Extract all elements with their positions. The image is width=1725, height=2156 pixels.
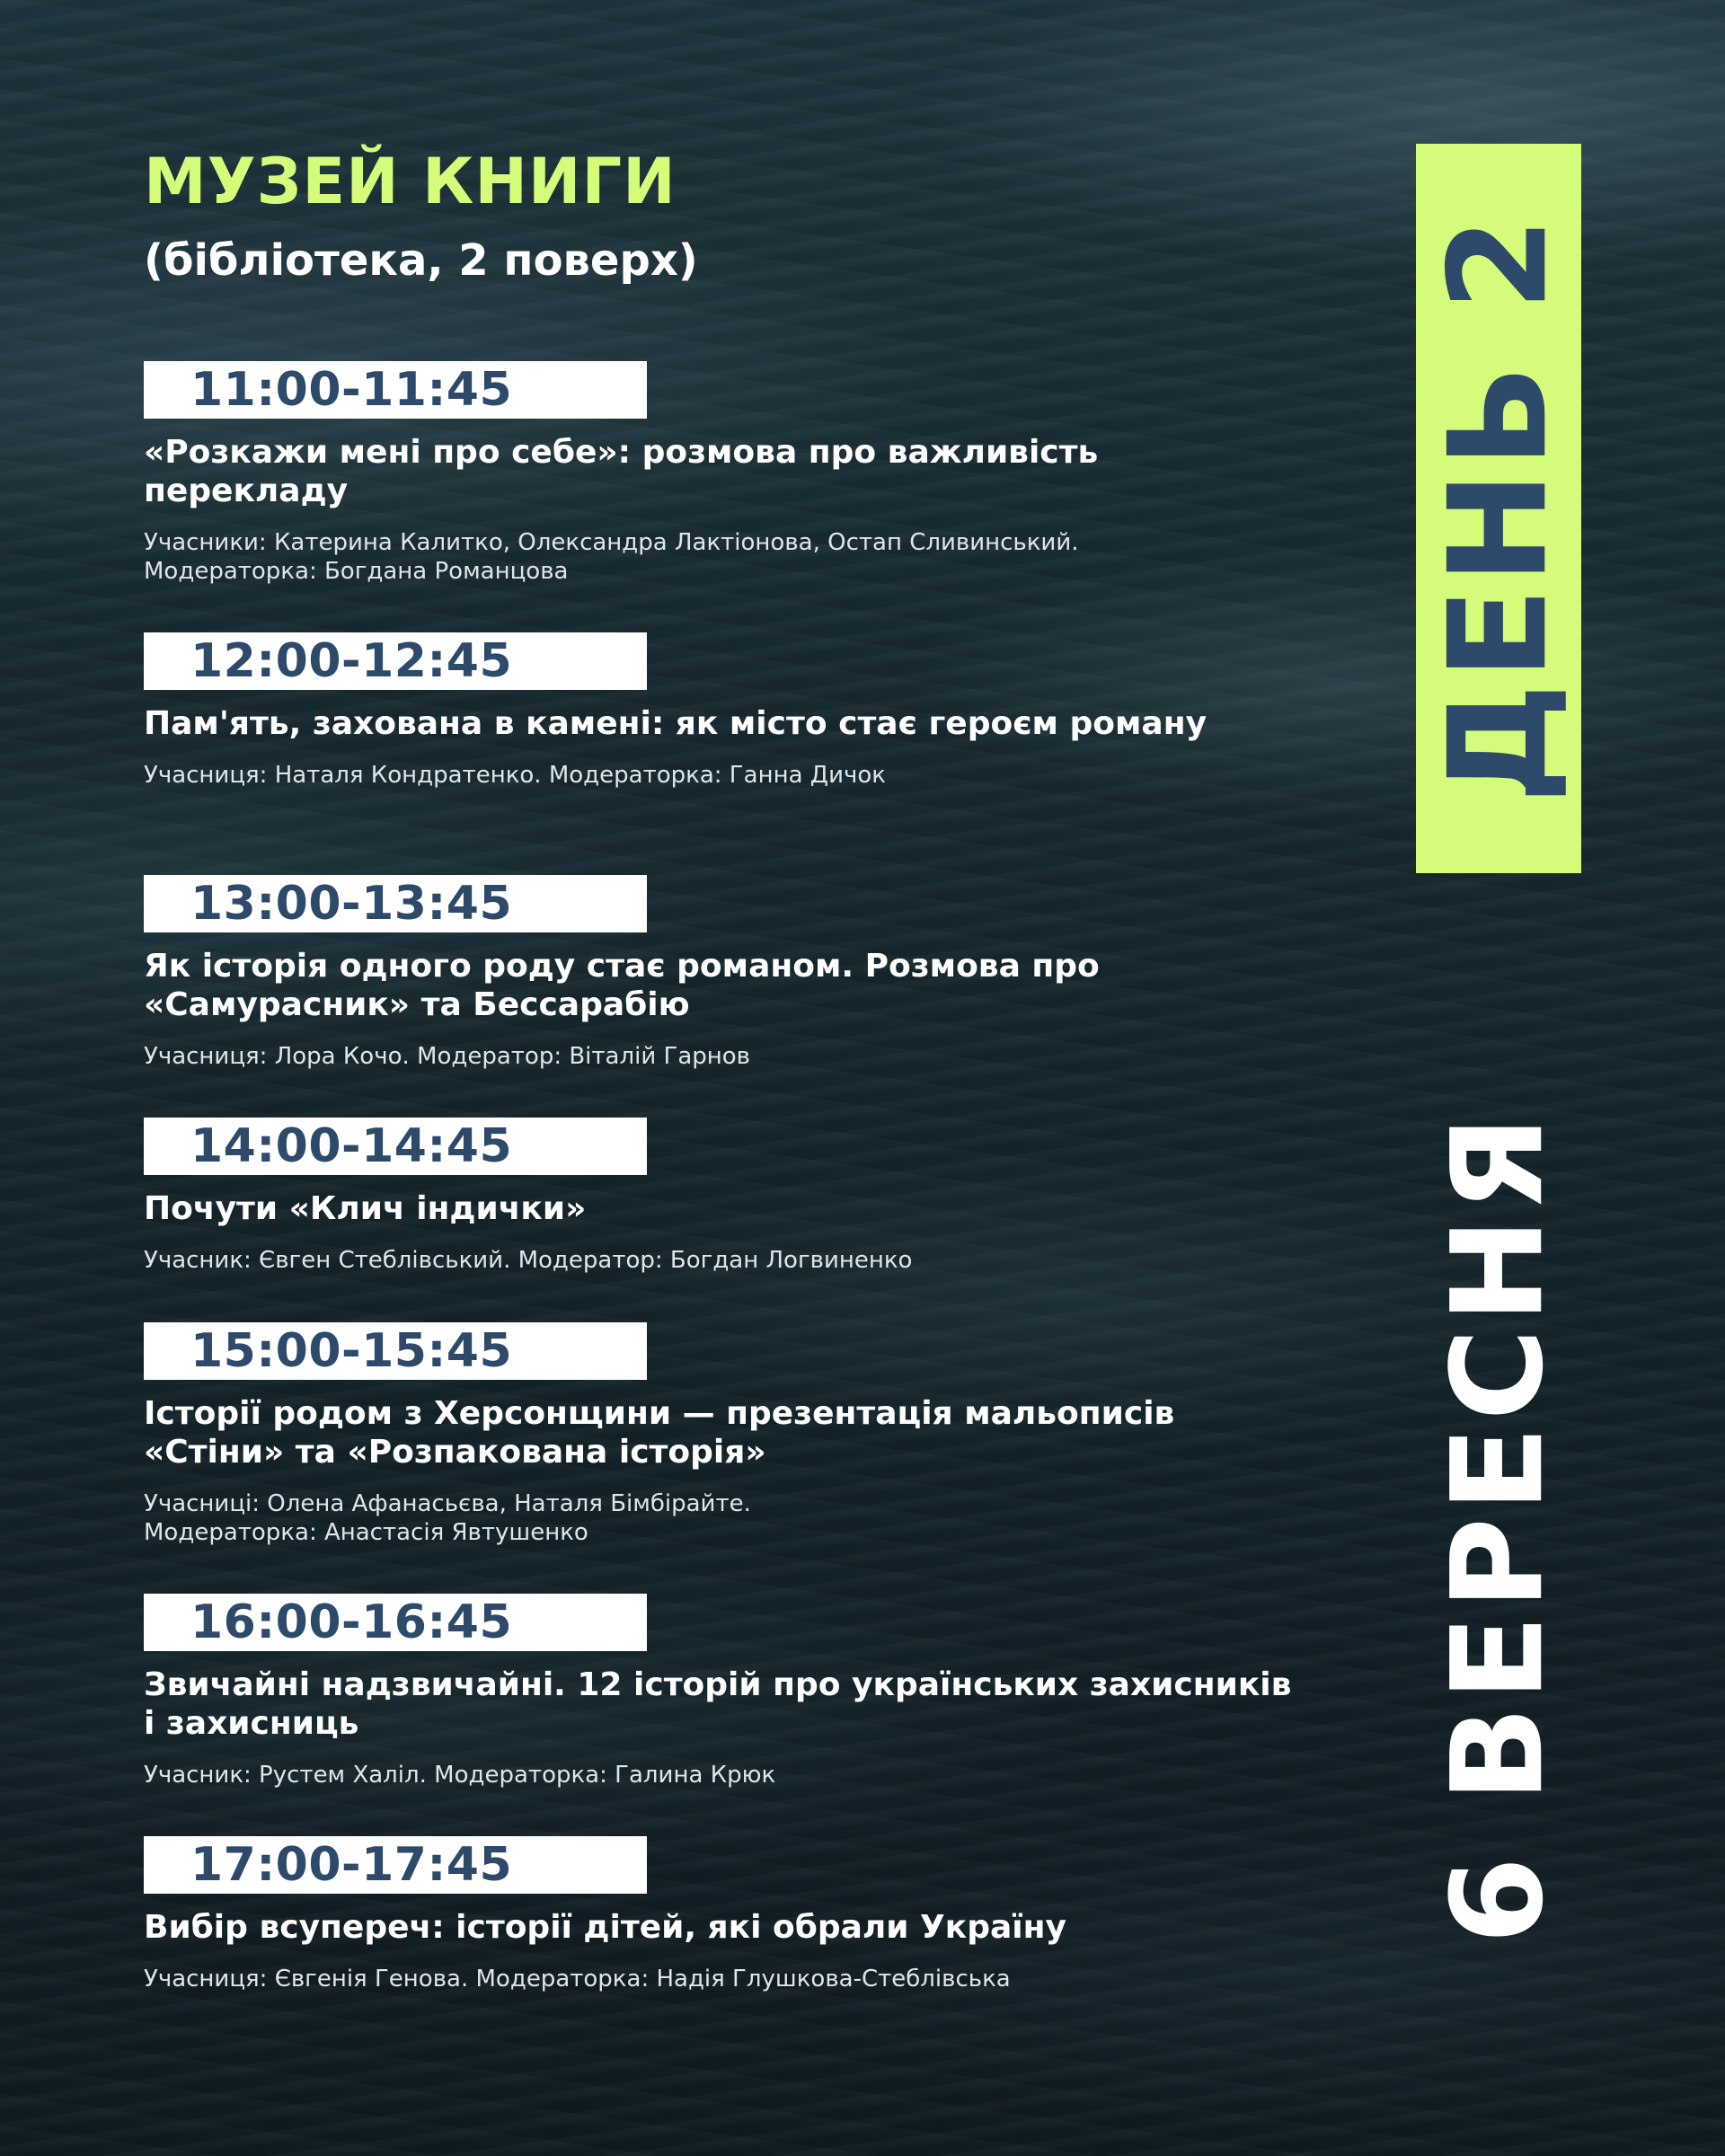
time-slot-box xyxy=(144,1594,647,1651)
participants-line: Учасниці: Олена Афанасьєва, Наталя Бімбірайте. xyxy=(144,1490,751,1517)
time-slot-box xyxy=(144,632,647,690)
event-participants xyxy=(144,1761,1303,1789)
time-slot-box xyxy=(144,361,647,419)
venue-header xyxy=(144,146,1312,286)
participants-line: Учасники: Катерина Калитко, Олександра Лактіонова, Остап Сливинський. xyxy=(144,529,1079,556)
event-title: Пам'ять, захована в камені: як місто стає героєм роману xyxy=(144,705,1208,742)
event-item xyxy=(144,361,1312,586)
event-item xyxy=(144,1594,1312,1789)
event-item xyxy=(144,632,1312,790)
time-slot-box xyxy=(144,1322,647,1380)
event-participants xyxy=(144,761,1303,790)
time-slot-box xyxy=(144,1118,647,1175)
participants-line: Модераторка: Анастасія Явтушенко xyxy=(144,1519,588,1546)
time-slot: 15:00-15:45 xyxy=(190,1324,513,1378)
event-item xyxy=(144,875,1312,1071)
event-title: «Розкажи мені про себе»: розмова про важливість перекладу xyxy=(144,434,1099,509)
time-slot: 11:00-11:45 xyxy=(190,363,513,417)
time-slot: 16:00-16:45 xyxy=(190,1595,513,1649)
event-item xyxy=(144,1118,1312,1275)
date-label: 6 ВЕРЕСНЯ xyxy=(1425,1109,1572,1945)
day-badge xyxy=(1416,144,1581,873)
participants-line: Модераторка: Богдана Романцова xyxy=(144,558,569,585)
event-title: Історії родом з Херсонщини — презентація мальописів «Стіни» та «Розпакована історія» xyxy=(144,1395,1175,1471)
event-title: Вибір всупереч: історії дітей, які обрали Україну xyxy=(144,1909,1066,1946)
event-participants xyxy=(144,1042,1303,1071)
event-participants xyxy=(144,1246,1303,1275)
event-title: Як історія одного роду стає романом. Розмова про «Самурасник» та Бессарабію xyxy=(144,948,1100,1023)
time-slot-box xyxy=(144,875,647,932)
time-slot: 14:00-14:45 xyxy=(190,1119,513,1173)
event-participants xyxy=(144,528,1303,586)
event-participants xyxy=(144,1489,1303,1547)
event-item xyxy=(144,1322,1312,1547)
participants-line: Учасниця: Євгенія Генова. Модераторка: Надія Глушкова-Стеблівська xyxy=(144,1966,1011,1993)
participants-line: Учасниця: Наталя Кондратенко. Модераторка: Ганна Дичок xyxy=(144,762,886,789)
event-title: Почути «Клич індички» xyxy=(144,1190,587,1227)
participants-line: Учасник: Рустем Халіл. Модераторка: Галина Крюк xyxy=(144,1762,776,1789)
date-vertical xyxy=(1416,1033,1581,2021)
time-slot: 17:00-17:45 xyxy=(190,1838,513,1892)
time-slot-box xyxy=(144,1836,647,1894)
venue-title: МУЗЕЙ КНИГИ xyxy=(144,145,677,218)
participants-line: Учасник: Євген Стеблівський. Модератор: Богдан Логвиненко xyxy=(144,1247,913,1274)
venue-subtitle: (бібліотека, 2 поверх) xyxy=(144,235,698,286)
event-participants xyxy=(144,1965,1303,1993)
event-title: Звичайні надзвичайні. 12 історій про українських захисників і захисниць xyxy=(144,1666,1292,1742)
time-slot: 13:00-13:45 xyxy=(190,877,513,931)
event-item xyxy=(144,1836,1312,1993)
time-slot: 12:00-12:45 xyxy=(190,634,513,688)
participants-line: Учасниця: Лора Кочо. Модератор: Віталій Гарнов xyxy=(144,1043,751,1070)
day-label: ДЕНЬ 2 xyxy=(1420,213,1577,804)
